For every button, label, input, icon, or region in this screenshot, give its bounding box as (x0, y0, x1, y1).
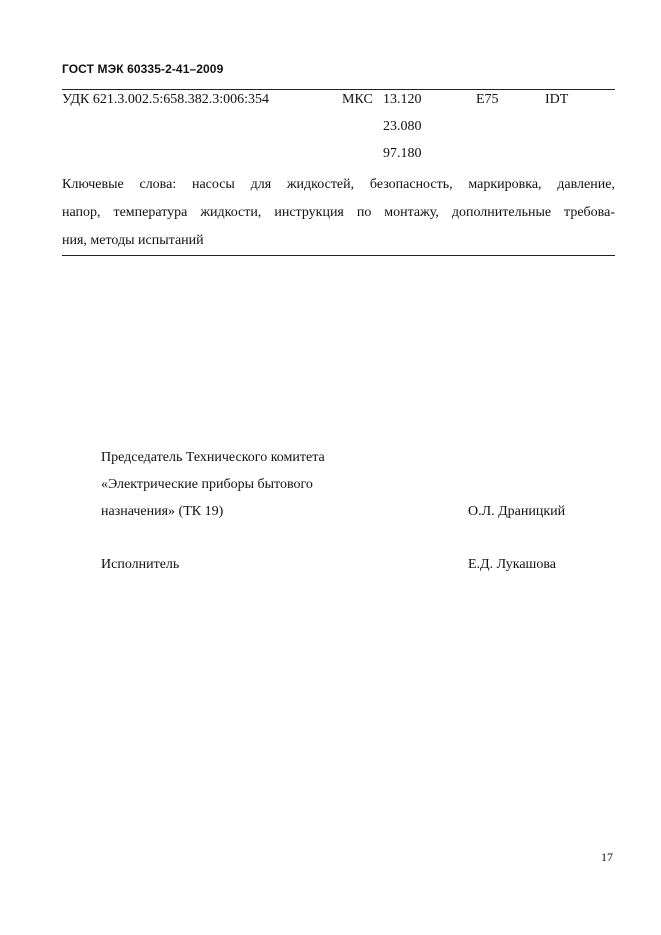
mks-code-3: 97.180 (383, 146, 422, 161)
udk-code: УДК 621.3.002.5:658.382.3:006:354 (62, 92, 270, 107)
chair-title-line-1: Председатель Технического комитета (101, 450, 325, 465)
kw-word: дополнительные (451, 205, 552, 220)
kw-word: напор, (62, 205, 101, 220)
executor-label: Исполнитель (101, 557, 180, 572)
mks-label-text: МКС (342, 92, 373, 107)
idt-marker: IDT (545, 92, 569, 107)
kw-word: жидкости, (200, 205, 262, 220)
page-number: 17 (601, 850, 613, 864)
kw-word: слова: (139, 177, 177, 192)
chair-name: О.Л. Драницкий (468, 504, 566, 519)
kw-word: безопасность, (369, 177, 453, 192)
keywords-line-3: ния, методы испытаний (62, 233, 204, 248)
kw-word: монтажу, (384, 205, 439, 220)
keywords-line-2 (62, 199, 615, 227)
chair-title-line-3: назначения» (ТК 19) (101, 504, 224, 519)
kw-word: жидкостей, (286, 177, 355, 192)
kw-word: насосы (191, 177, 235, 192)
mks-code-2: 23.080 (383, 119, 422, 134)
kw-word: Ключевые (62, 177, 124, 192)
mks-label (342, 92, 373, 108)
top-divider (62, 89, 615, 90)
kw-word: маркировка, (468, 177, 542, 192)
okp-code: Е75 (476, 92, 499, 107)
mks-code-1: 13.120 (383, 92, 422, 107)
standard-header: ГОСТ МЭК 60335-2-41–2009 (62, 62, 224, 76)
kw-word: для (250, 177, 272, 192)
keywords-block (62, 171, 615, 255)
kw-word: по (356, 205, 372, 220)
executor-name: Е.Д. Лукашова (468, 557, 556, 572)
bottom-divider (62, 255, 615, 256)
kw-word: требова- (564, 205, 615, 220)
kw-word: инструкция (274, 205, 344, 220)
kw-word: давление, (557, 177, 615, 192)
keywords-line-1 (62, 171, 615, 199)
chair-title-line-2: «Электрические приборы бытового (101, 477, 313, 492)
kw-word: температура (113, 205, 188, 220)
